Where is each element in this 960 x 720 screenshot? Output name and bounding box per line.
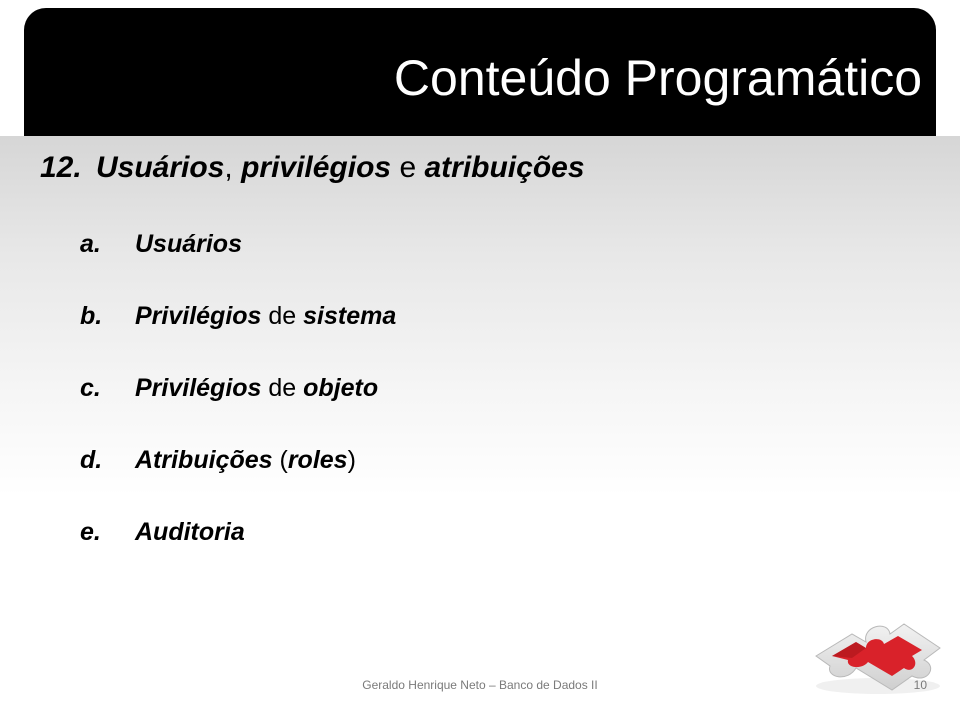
subtopic-bold2: objeto [303,374,379,402]
subtopic-bold1: Privilégios [135,302,262,330]
subtopic-mid: de [261,302,304,330]
main-topic-part1: Usuários [96,151,225,184]
subtopic-letter: a. [80,230,101,258]
subtopic-bold1: Auditoria [135,518,245,546]
subtopic-letter: e. [80,518,101,546]
main-topic-number: 12. [40,151,82,184]
subtopic-bold1: Atribuições [135,446,273,474]
slide-title: Conteúdo Programático [393,50,922,106]
main-topic-sep1: , [224,151,242,184]
page-number: 10 [913,678,927,692]
title-bar [24,8,936,136]
subtopic-a [80,222,396,294]
subtopic-letter: b. [80,302,103,330]
slide-footer: Geraldo Henrique Neto – Banco de Dados II [362,678,598,692]
subtopic-c [80,366,396,438]
subtopic-list [80,222,396,582]
subtopic-bold2: roles [287,446,348,474]
subtopic-d [80,438,396,510]
subtopic-mid: ( [272,446,288,474]
subtopic-b [80,294,396,366]
subtopic-letter: d. [80,446,103,474]
subtopic-letter: c. [80,374,101,402]
subtopic-mid: de [261,374,304,402]
subtopic-tail: ) [347,446,356,474]
subtopic-bold1: Usuários [135,230,242,258]
subtopic-bold2: sistema [303,302,397,330]
main-topic-sep2: e [391,151,425,184]
subtopic-e [80,510,396,582]
subtopic-bold1: Privilégios [135,374,262,402]
main-topic-part2: privilégios [241,151,392,184]
main-topic [40,146,585,190]
main-topic-part3: atribuições [424,151,585,184]
